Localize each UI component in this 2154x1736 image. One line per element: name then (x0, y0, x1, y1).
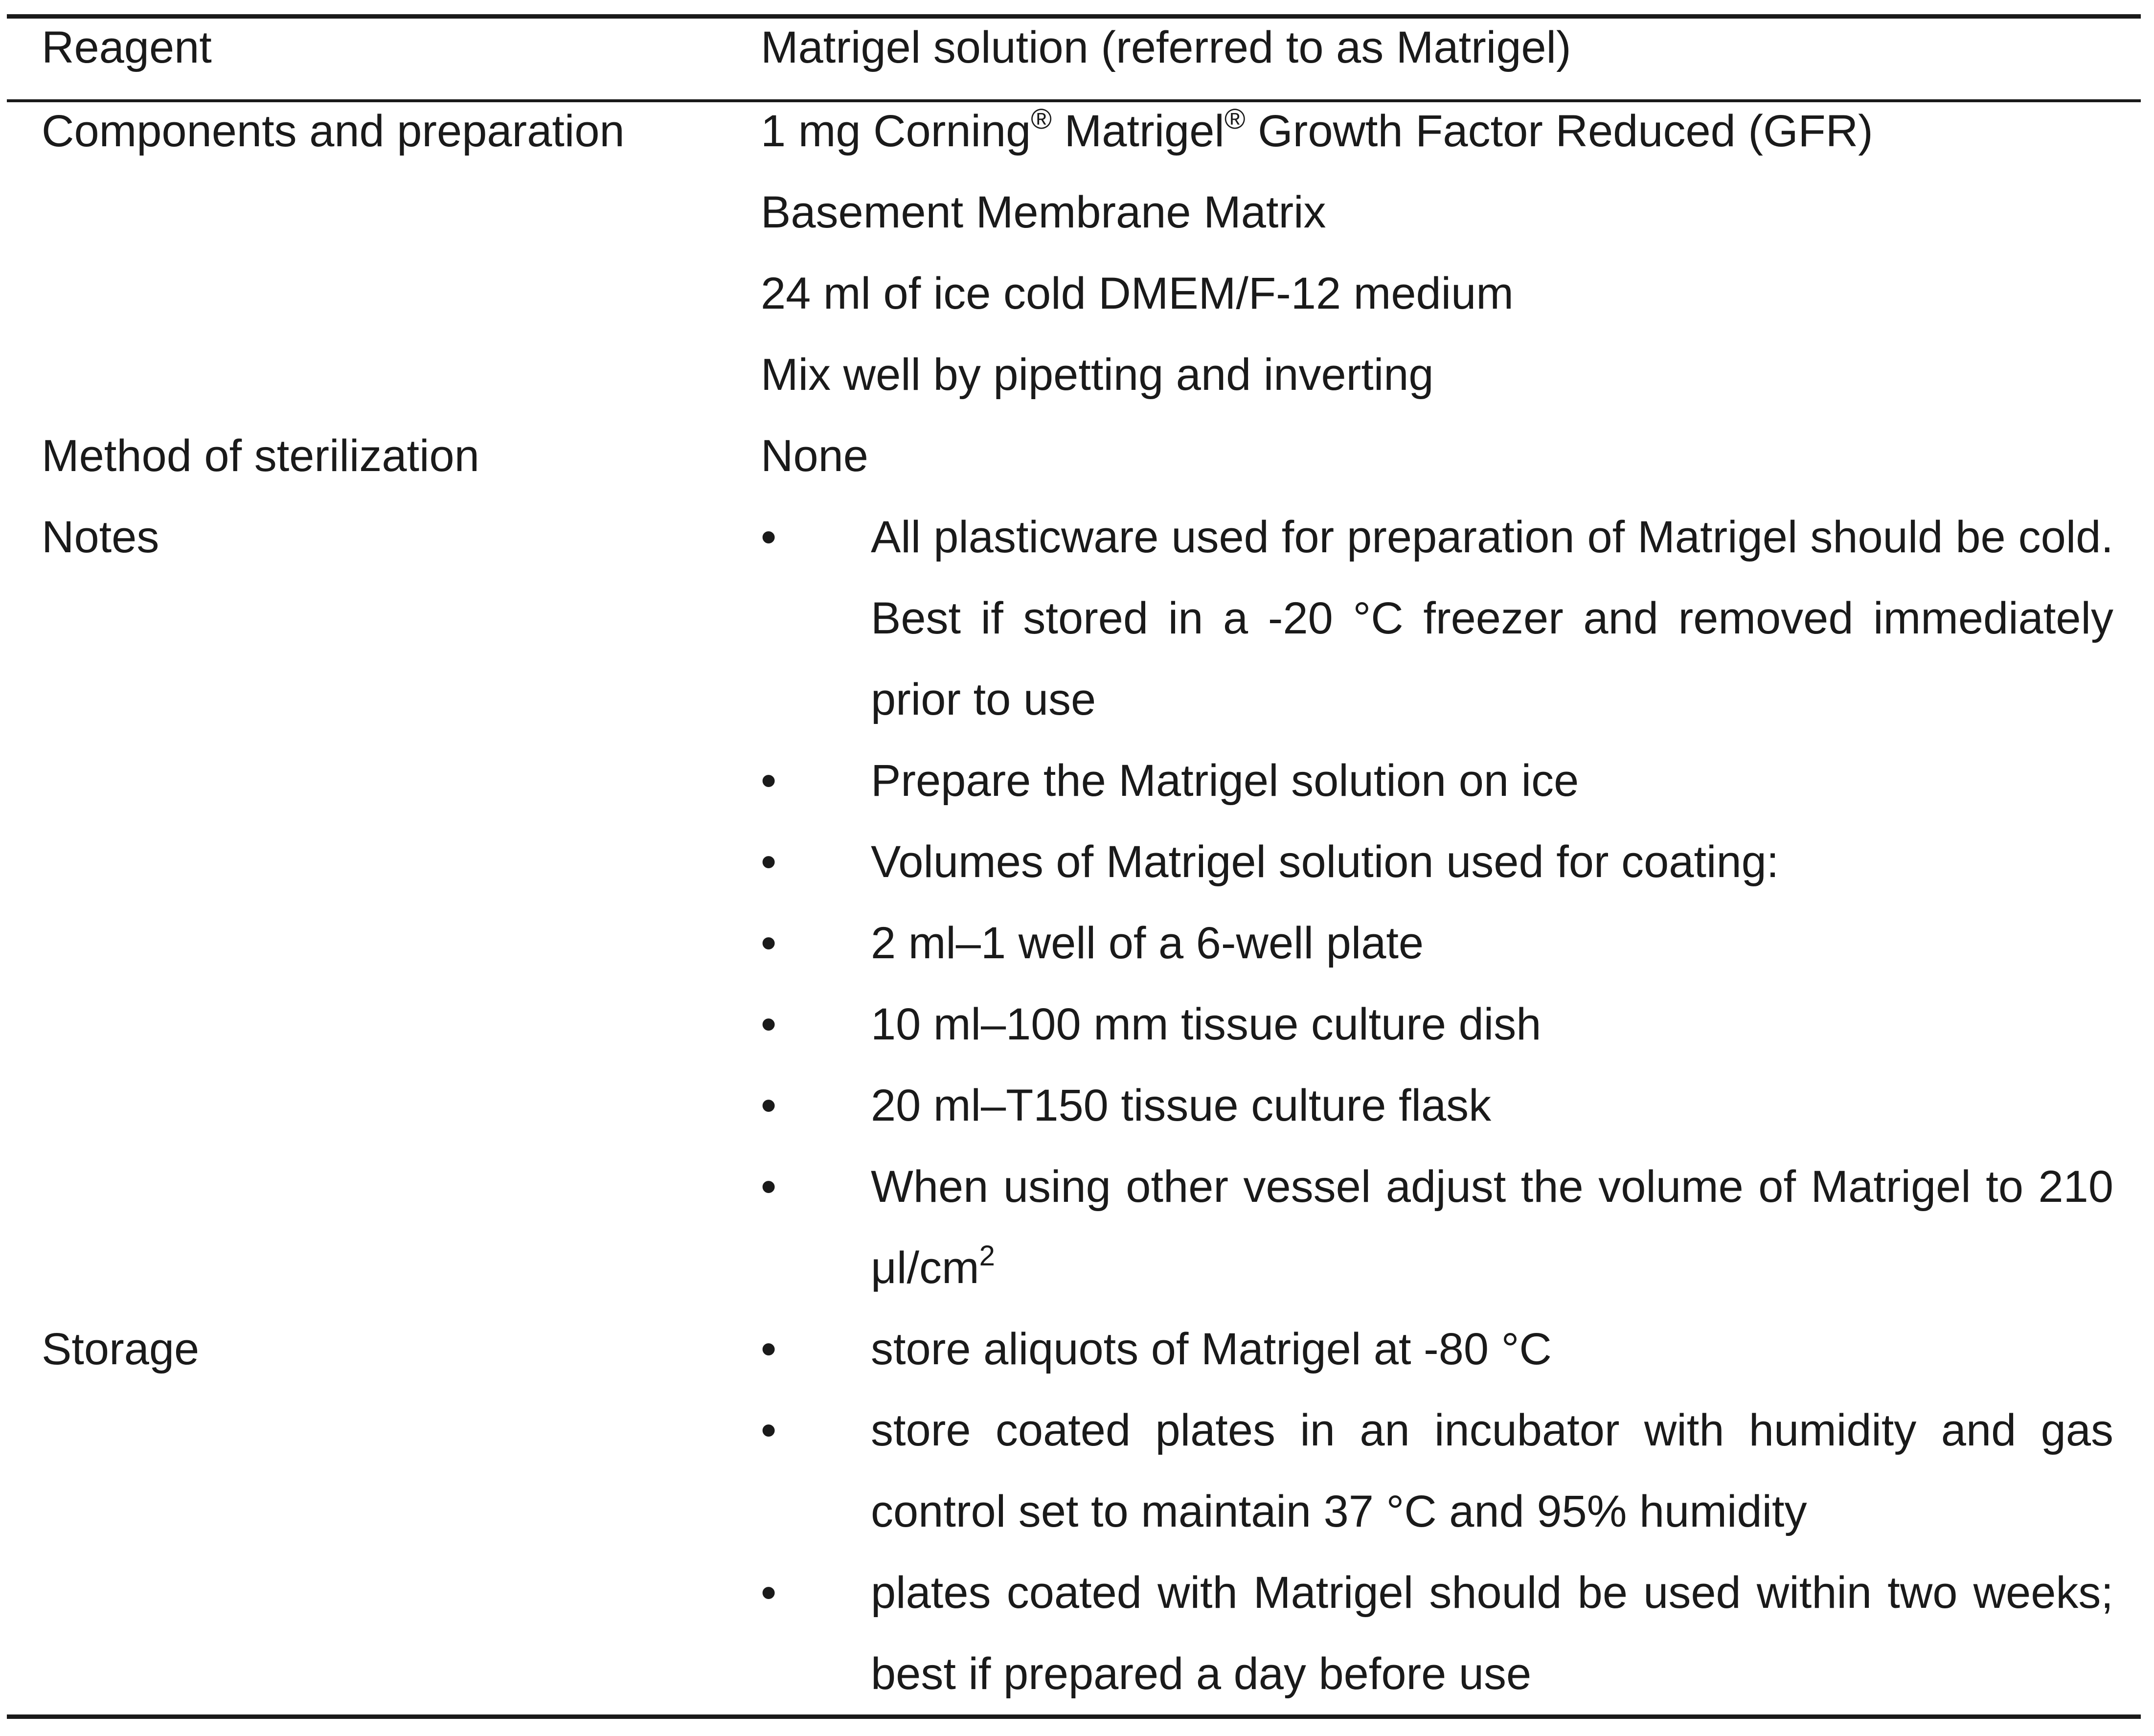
bullet-icon: • (761, 1568, 777, 1618)
bullet-icon: • (761, 512, 777, 562)
components-line-3: 24 ml of ice cold DMEM/F-12 medium (761, 269, 1514, 318)
components-line-1: 1 mg Corning® Matrigel® Growth Factor Reduced (GFR) (761, 103, 1873, 156)
notes-item-2: Prepare the Matrigel solution on ice (871, 756, 1579, 806)
components-line-4: Mix well by pipetting and inverting (761, 350, 1434, 400)
storage-label: Storage (42, 1324, 200, 1374)
header-label: Reagent (42, 23, 212, 72)
notes-item-4: 2 ml–1 well of a 6-well plate (871, 918, 1424, 968)
bottom-rule (7, 1714, 2141, 1719)
components-line-2: Basement Membrane Matrix (761, 187, 1326, 237)
bullet-icon: • (761, 1405, 777, 1455)
bullet-icon: • (761, 999, 777, 1049)
sterilization-value: None (761, 431, 868, 481)
bullet-icon: • (761, 1324, 777, 1374)
notes-item-5: 10 ml–100 mm tissue culture dish (871, 999, 1542, 1049)
notes-item-7: When using other vessel adjust the volume of Matrigel to 210 $\mu l/cm^2$ (871, 1162, 2113, 1293)
components-label: Components and preparation (42, 106, 625, 156)
bullet-icon: • (761, 1081, 777, 1130)
storage-item-1: store aliquots of Matrigel at -80 °C (871, 1324, 1552, 1374)
storage-item-3: plates coated with Matrigel should be used within two weeks; best if prepared a day before use (871, 1568, 2113, 1699)
notes-item-6: 20 ml–T150 tissue culture flask (871, 1081, 1492, 1130)
bullet-icon: • (761, 837, 777, 887)
bullet-icon: • (761, 756, 777, 806)
bullet-icon: • (761, 1162, 777, 1212)
header-value: Matrigel solution (referred to as Matrigel) (761, 23, 1571, 72)
bullet-icon: • (761, 918, 777, 968)
notes-item-1: All plasticware used for preparation of Matrigel should be cold. Best if stored in a -20 °C freezer and removed immediately prior to use (871, 512, 2113, 724)
storage-item-2: store coated plates in an incubator with humidity and gas control set to maintain 37 °C and 95% humidity (871, 1405, 2113, 1536)
notes-label: Notes (42, 512, 159, 562)
notes-item-3: Volumes of Matrigel solution used for coating: (871, 837, 1779, 887)
sterilization-label: Method of sterilization (42, 431, 479, 481)
